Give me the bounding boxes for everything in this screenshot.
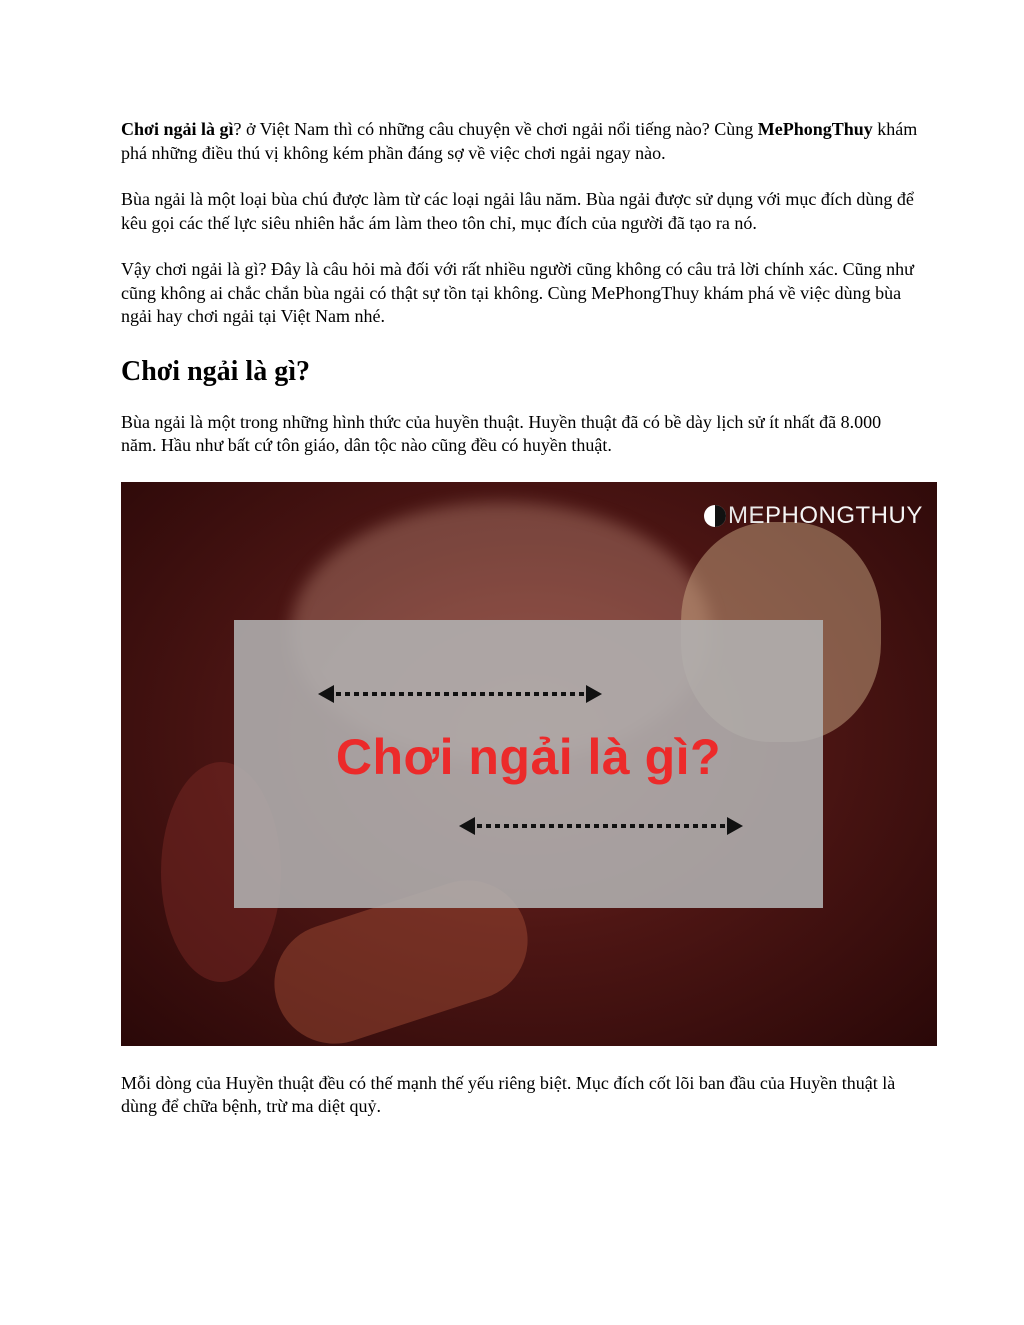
overlay-title: Chơi ngải là gì? [335,728,722,785]
paragraph-huyen-thuat: Bùa ngải là một trong những hình thức của huyền thuật. Huyền thuật đã có bề dày lịch sử ít nhất đã 8.000 năm. Hầu như bất cứ tôn giáo, dân tộc nào cũng đều có huyền thuật. [121,411,882,455]
intro-text-a: ? ở Việt Nam thì có những câu chuyện về chơi ngải nổi tiếng nào? Cùng [233,119,758,139]
section-heading: Chơi ngải là gì? [121,355,310,387]
double-arrow-icon [459,816,743,836]
paragraph-question: Vậy chơi ngải là gì? Đây là câu hỏi mà đối với rất nhiều người cũng không có câu trả lời chính xác. Cũng như cũng không ai chắc chắn bùa ngải có thật sự tồn tại không. Cùng MePhongThuy khám phá về việc dùng bùa ngải hay chơi ngải tại Việt Nam nhé. [121,259,914,326]
paragraph-huyen-thuat-purpose: Mỗi dòng của Huyền thuật đều có thế mạnh thế yếu riêng biệt. Mục đích cốt lõi ban đầu của Huyền thuật là dùng để chữa bệnh, trừ ma diệt quỷ. [121,1072,896,1116]
intro-paragraph [121,118,921,165]
intro-bold-brand: MePhongThuy [757,119,873,139]
double-arrow-icon [318,684,602,704]
overlay-panel [234,620,823,908]
intro-text-b: khám phá những điều thú vị không kém phần đáng sợ về việc chơi ngải ngay nào. [121,119,918,163]
mephongthuy-logo [704,502,923,530]
yin-yang-icon [704,505,726,527]
hero-image [121,482,937,1046]
logo-me-text: ME [728,501,765,529]
paragraph-bua-ngai: Bùa ngải là một loại bùa chú được làm từ các loại ngải lâu năm. Bùa ngải được sử dụng với mục đích dùng để kêu gọi các thế lực siêu nhiên hắc ám làm theo tôn chỉ, mục đích của người đã tạo ra nó. [121,189,914,233]
logo-phongthuy-text: PHONGTHUY [765,501,923,529]
article [121,118,921,1119]
intro-bold-lead: Chơi ngải là gì [121,119,234,139]
